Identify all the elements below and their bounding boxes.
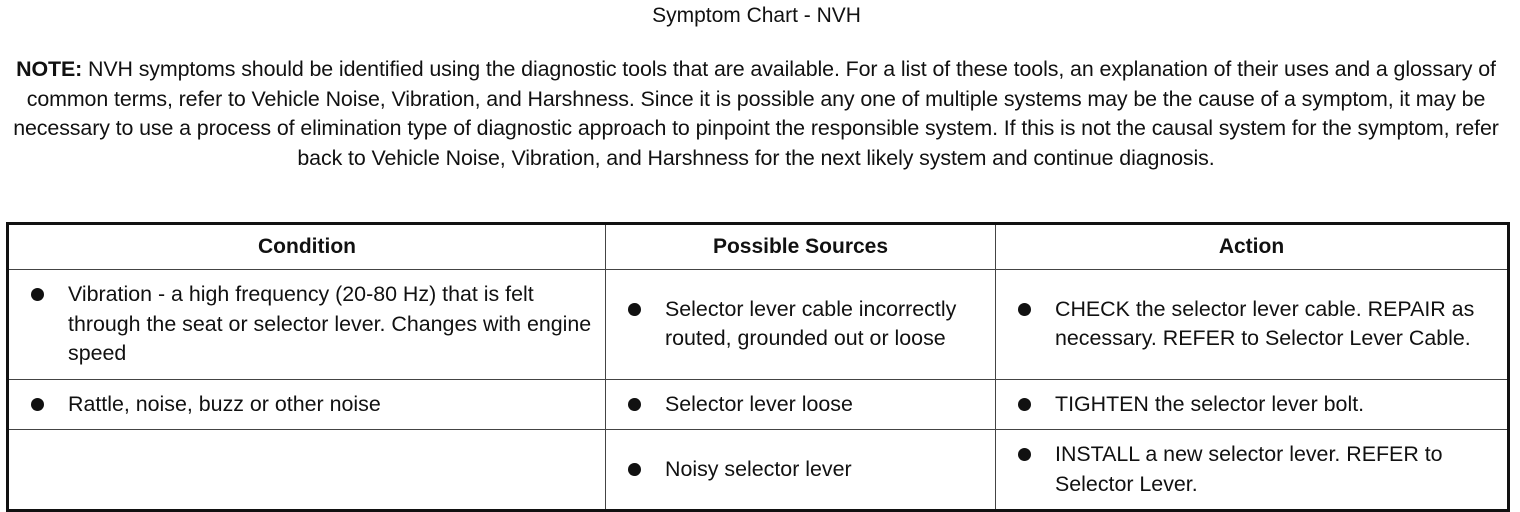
action-cell — [996, 270, 1509, 380]
header-action: Action — [996, 224, 1509, 270]
condition-text: Vibration - a high frequency (20-80 Hz) that is felt through the seat or selector lever. Changes with engine speed — [68, 282, 592, 365]
source-text: Selector lever loose — [665, 391, 853, 416]
bullet-icon — [1018, 448, 1031, 461]
bullet-icon — [628, 303, 641, 316]
bullet-icon — [31, 398, 44, 411]
condition-cell — [8, 270, 606, 380]
note-text: NVH symptoms should be identified using the diagnostic tools that are available. For a list of these tools, an explanation of their uses and a glossary of common terms, refer to Vehicle Noise, Vibration, and Harshness. Since it is possible any one of multiple systems may be the cause of a symptom, it may be necessary to use a process of elimination type of diagnostic approach to pinpoint the responsible system. If this is not the causal system for the symptom, refer back to Vehicle Noise, Vibration, and Harshness for the next likely system and continue diagnosis. — [13, 57, 1499, 170]
action-text: CHECK the selector lever cable. REPAIR as necessary. REFER to Selector Lever Cable. — [1055, 296, 1475, 351]
condition-cell — [8, 430, 606, 511]
action-text: TIGHTEN the selector lever bolt. — [1055, 391, 1365, 416]
note-paragraph — [6, 55, 1506, 173]
note-label: NOTE: — [16, 57, 83, 81]
action-cell — [996, 430, 1509, 511]
bullet-icon — [628, 463, 641, 476]
source-text: Selector lever cable incorrectly routed, grounded out or loose — [665, 296, 957, 351]
table-row — [8, 379, 1509, 430]
condition-text: Rattle, noise, buzz or other noise — [68, 391, 381, 416]
table-header-row — [8, 224, 1509, 270]
table-row — [8, 270, 1509, 380]
source-text: Noisy selector lever — [665, 456, 852, 481]
bullet-icon — [31, 288, 44, 301]
action-cell — [996, 379, 1509, 430]
table-row — [8, 430, 1509, 511]
header-condition: Condition — [8, 224, 606, 270]
source-cell — [606, 430, 996, 511]
source-cell — [606, 270, 996, 380]
bullet-icon — [1018, 398, 1031, 411]
action-text: INSTALL a new selector lever. REFER to Selector Lever. — [1055, 442, 1443, 496]
symptom-table — [6, 222, 1510, 512]
condition-cell — [8, 379, 606, 430]
bullet-icon — [1018, 303, 1031, 316]
source-cell — [606, 379, 996, 430]
header-possible-sources: Possible Sources — [606, 224, 996, 270]
bullet-icon — [628, 398, 641, 411]
page-title: Symptom Chart - NVH — [652, 4, 861, 27]
